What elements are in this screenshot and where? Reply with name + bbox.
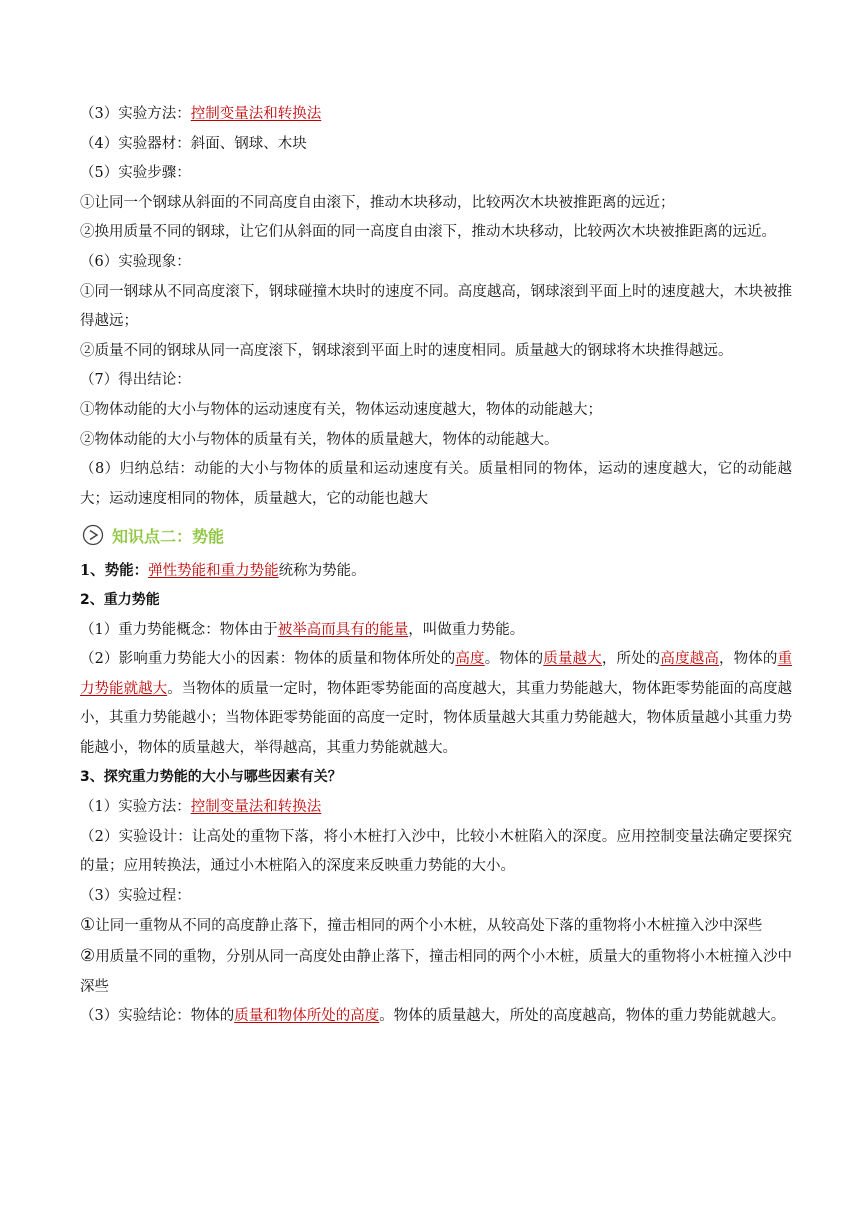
conclusion-1: ①物体动能的大小与物体的运动速度有关，物体运动速度越大，物体的动能越大； [80,401,602,418]
pe-answer: 弹性势能和重力势能 [148,563,279,580]
step-2: ②换用质量不同的钢球，让它们从斜面的同一高度自由滚下，推动木块移动，比较两次木块被推距离的远近。 [80,224,776,241]
concept-tail: ，叫做重力势能。 [408,621,525,638]
process-2-marker: ② [80,946,96,967]
play-circle-icon [82,524,104,546]
explore-conclusion-text: （3）实验结论：物体的 [80,1008,235,1025]
process-2-text: 用质量不同的重物，分别从同一高度处由静止落下，撞击相同的两个小木桩，质量大的重物将小木桩撞入沙中深些 [80,949,792,995]
factors-text-4: ，物体的 [719,651,778,668]
gravity-pe-concept [80,616,792,646]
explore-method-label: （1）实验方法： [80,799,191,816]
explore-conclusion [80,1002,792,1032]
explore-process-heading: （3）实验过程： [80,887,191,904]
explore-method-answer: 控制变量法和转换法 [190,799,322,816]
equipment-line: （4）实验器材：斜面、钢球、木块 [80,135,307,152]
gravity-pe-heading: 2、重力势能 [80,591,160,608]
explore-conclusion-tail: 。物体的质量越大，所处的高度越高，物体的重力势能就越大。 [379,1008,786,1025]
explore-heading: 3、探究重力势能的大小与哪些因素有关？ [80,769,342,786]
conclusion-heading: （7）得出结论： [80,372,191,389]
process-1-text: 让同一重物从不同的高度静止落下，撞击相同的两个小木桩，从较高处下落的重物将小木桩撞入沙中深些 [95,918,763,935]
steps-heading: （5）实验步骤： [80,165,191,182]
phenomenon-2: ②质量不同的钢球从同一高度滚下，钢球滚到平面上时的速度相同。质量越大的钢球将木块推得越远。 [80,342,733,359]
document-page [80,100,792,1032]
explore-process-1 [80,911,792,942]
section-heading [80,518,792,552]
method-answer: 控制变量法和转换法 [190,106,322,122]
method-label: （3）实验方法： [80,106,191,122]
section-title: 知识点二：势能 [112,526,225,546]
pe-label: 1、势能： [80,562,149,580]
factors-answer-1: 高度 [455,651,485,668]
explore-method [80,793,792,823]
explore-conclusion-answer: 质量和物体所处的高度 [234,1008,380,1025]
explore-design: （2）实验设计：让高处的重物下落，将小木桩打入沙中，比较小木桩陷入的深度。应用控制变量法确定要探究的量；应用转换法，通过小木桩陷入的深度来反映重力势能的大小。 [80,828,792,875]
method-line [80,100,792,130]
factors-text-2: 。物体的 [484,651,544,668]
conclusion-2: ②物体动能的大小与物体的质量有关，物体的质量越大，物体的动能越大。 [80,431,559,448]
factors-text-5: 。当物体的质量一定时，物体距零势能面的高度越大，其重力势能越大，物体距零势能面的高度越小，其重力势能越小；当物体距零势能面的高度一定时，物体质量越大其重力势能越大，物体质量越小其重力势能越小，物体的质量越大，举得越高，其重力势能就越大。 [80,680,792,756]
explore-process-2 [80,942,792,1002]
phenomenon-1: ①同一钢球从不同高度滚下，钢球碰撞木块时的速度不同。高度越高，钢球滚到平面上时的速度越大，木块被推得越远； [80,283,792,330]
pe-tail: 统称为势能。 [278,563,366,580]
factors-text-1: （2）影响重力势能大小的因素：物体的质量和物体所处的 [80,651,456,668]
step-1: ①让同一个钢球从斜面的不同高度自由滚下，推动木块移动，比较两次木块被推距离的远近； [80,194,675,211]
factors-text-3: ，所处的 [601,651,661,668]
summary: （8）归纳总结：动能的大小与物体的质量和运动速度有关。质量相同的物体，运动的速度越大，它的动能越大；运动速度相同的物体，质量越大，它的动能也越大 [80,461,792,507]
concept-text: （1）重力势能概念：物体由于 [80,621,278,638]
process-1-marker: ① [80,915,96,936]
factors-answer-4: 重力势能就越大 [80,651,793,697]
gravity-pe-factors [80,645,792,763]
factors-answer-3: 高度越高 [660,651,719,668]
potential-energy-def [80,556,792,586]
phenomena-heading: （6）实验现象： [80,253,191,270]
factors-answer-2: 质量越大 [543,651,602,668]
concept-answer: 被举高而具有的能量 [277,621,409,638]
